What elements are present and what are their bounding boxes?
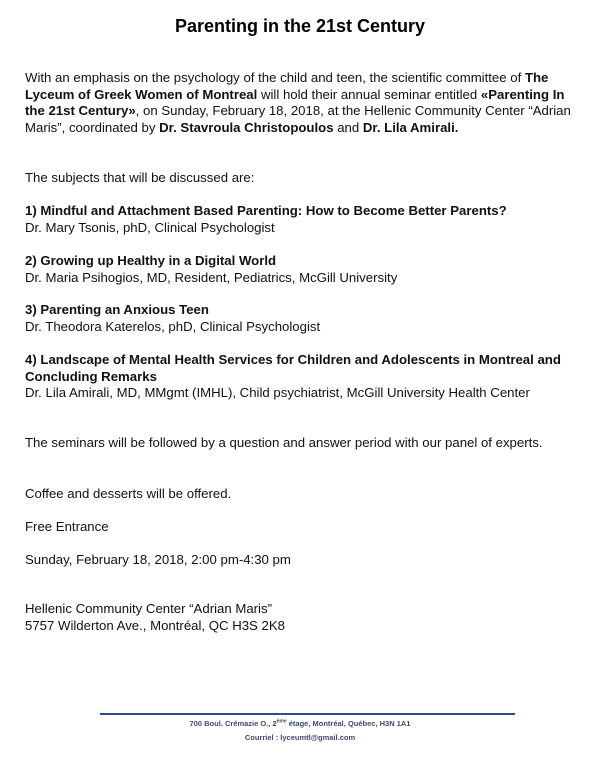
entrance-paragraph: Free Entrance (25, 519, 109, 534)
seminar-title: «Parenting In the 21st Century» (25, 86, 565, 118)
venue-name: Hellenic Community Center “Adrian Maris” (25, 601, 272, 616)
coffee-paragraph: Coffee and desserts will be offered. (25, 486, 232, 501)
footer-address-b: étage, Montréal, Québec, H3N 1A1 (286, 719, 411, 728)
coordinator-1: Dr. Stavroula Christopoulos (159, 119, 334, 135)
coordinator-2: Dr. Lila Amirali. (362, 119, 459, 135)
topic-title: 1) Mindful and Attachment Based Parenting: How to Become Better Parents? (25, 203, 507, 218)
qa-paragraph: The seminars will be followed by a question and answer period with our panel of experts. (25, 435, 543, 450)
footer-divider (100, 713, 515, 715)
topic-title: 3) Parenting an Anxious Teen (25, 302, 209, 317)
intro-text-3: , on Sunday, February 18, 2018, at the Hellenic Community Center “Adrian Maris”, coordinated by (25, 103, 571, 135)
topic-speaker: Dr. Mary Tsonis, phD, Clinical Psychologist (25, 219, 275, 235)
footer-address-a: 700 Boul. Crémazie O., 2 (189, 719, 277, 728)
topic-3 (25, 302, 580, 335)
datetime-paragraph: Sunday, February 18, 2018, 2:00 pm-4:30 pm (25, 552, 291, 567)
venue-address: 5757 Wilderton Ave., Montréal, QC H3S 2K8 (25, 617, 285, 633)
intro-text-4: and (333, 119, 363, 135)
intro-paragraph (25, 70, 580, 136)
subjects-heading: The subjects that will be discussed are: (25, 170, 255, 185)
topic-2 (25, 253, 580, 286)
topic-speaker: Dr. Lila Amirali, MD, MMgmt (IMHL), Child psychiatrist, McGill University Health Center (25, 385, 530, 400)
intro-text-1: With an emphasis on the psychology of the child and teen, the scientific committee of (25, 70, 525, 85)
topic-speaker: Dr. Maria Psihogios, MD, Resident, Pediatrics, McGill University (25, 269, 398, 285)
topic-title: 4) Landscape of Mental Health Services for Children and Adolescents in Montreal and Concluding Remarks (25, 352, 561, 384)
topic-speaker: Dr. Theodora Katerelos, phD, Clinical Psychologist (25, 318, 321, 334)
topic-1 (25, 203, 580, 236)
venue-block (25, 601, 580, 634)
footer-address (0, 718, 600, 729)
topic-title: 2) Growing up Healthy in a Digital World (25, 253, 277, 268)
topic-4 (25, 352, 580, 402)
page-title: Parenting in the 21st Century (174, 16, 426, 36)
footer-email: Courriel : lyceumtl@gmail.com (244, 733, 356, 742)
footer-address-sup: ème (276, 718, 287, 725)
intro-text-2: will hold their annual seminar entitled (257, 86, 481, 102)
organization-name: The Lyceum of Greek Women of Montreal (25, 70, 549, 102)
